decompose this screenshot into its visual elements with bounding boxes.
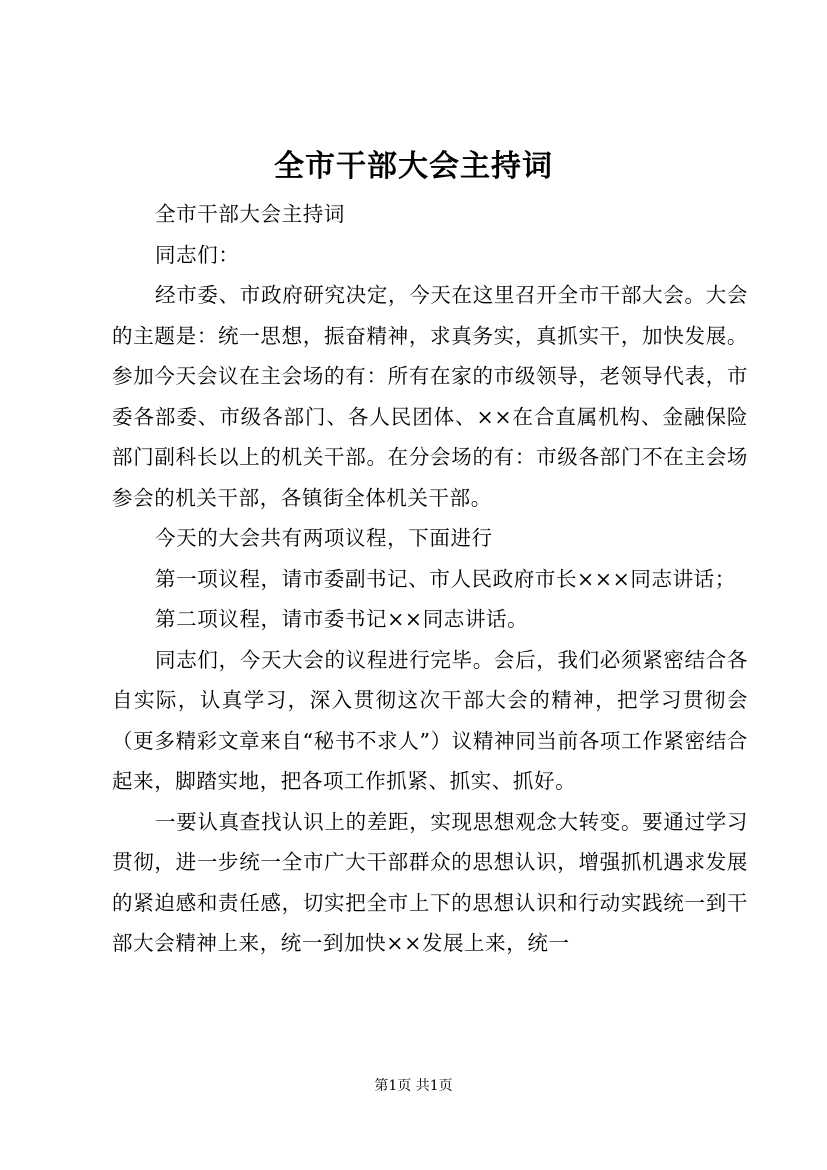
paragraph: 同志们，今天大会的议程进行完毕。会后，我们必须紧密结合各自实际，认真学习，深入贯彻这次干部大会的精神，把学习贯彻会（更多精彩文章来自“秘书不求人”）议精神同当前各项工作紧密结合起来，脚踏实地，把各项工作抓紧、抓实、抓好。 [112,647,748,793]
page-footer: 第1页 共1页 [374,1078,453,1094]
paragraph: 全市干部大会主持词 [155,202,345,226]
paragraph: 同志们： [155,242,240,267]
paragraph: 第二项议程，请市委书记××同志讲话。 [155,607,529,631]
paragraph: 第一项议程，请市委副书记、市人民政府市长×××同志讲话； [155,566,736,591]
document-title: 全市干部大会主持词 [274,149,553,184]
paragraph: 一要认真查找认识上的差距，实现思想观念大转变。要通过学习贯彻，进一步统一全市广大干部群众的思想认识，增强抓机遇求发展的紧迫感和责任感，切实把全市上下的思想认识和行动实践统一到干部大会精神上来，统一到加快××发展上来，统一 [112,809,748,955]
document-body [112,194,748,964]
paragraph: 经市委、市政府研究决定，今天在这里召开全市干部大会。大会的主题是：统一思想，振奋精神，求真务实，真抓实干，加快发展。参加今天会议在主会场的有：所有在家的市级领导，老领导代表，市委各部委、市级各部门、各人民团体、××在合直属机构、金融保险部门副科长以上的机关干部。在分会场的有：市级各部门不在主会场参会的机关干部，各镇街全体机关干部。 [112,283,748,510]
paragraph: 今天的大会共有两项议程，下面进行 [155,526,493,550]
